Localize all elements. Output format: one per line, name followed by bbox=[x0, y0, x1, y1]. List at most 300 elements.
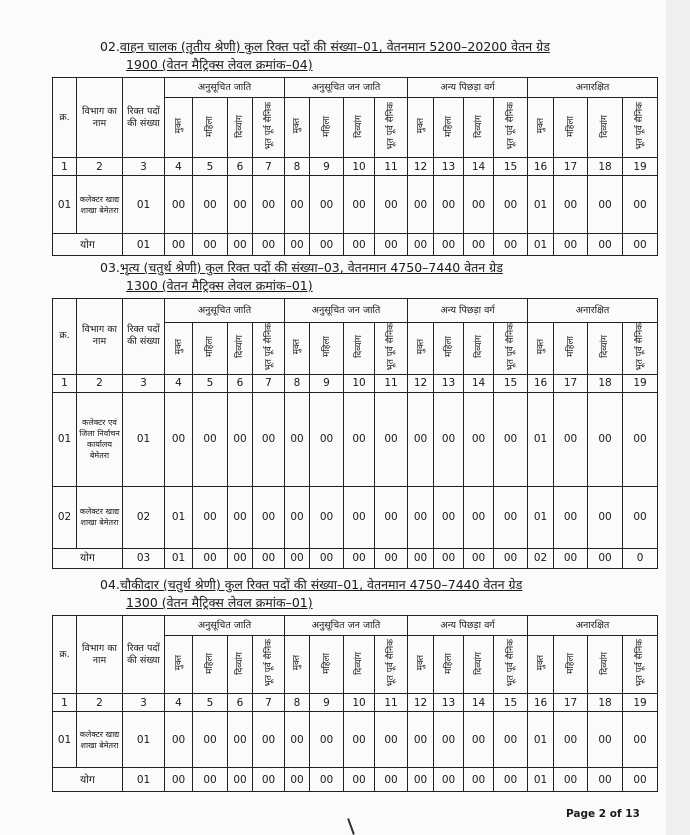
header-sub bbox=[228, 636, 253, 694]
header-sub-label: मुक्त bbox=[292, 655, 303, 671]
row-value: 00 bbox=[285, 176, 310, 234]
total-value: 00 bbox=[310, 548, 344, 568]
header-sub-label: दिव्यांग bbox=[235, 335, 245, 359]
total-value: 00 bbox=[165, 768, 193, 792]
column-number-row bbox=[53, 374, 658, 392]
row-value: 00 bbox=[285, 392, 310, 486]
row-value: 00 bbox=[310, 392, 344, 486]
header-sub bbox=[623, 636, 658, 694]
total-value: 00 bbox=[494, 234, 528, 256]
total-value: 00 bbox=[408, 768, 434, 792]
column-number: 12 bbox=[408, 694, 434, 712]
column-number: 16 bbox=[528, 158, 554, 176]
header-posts: रिक्त पदों की संख्या bbox=[123, 616, 165, 694]
section-title bbox=[100, 576, 658, 594]
header-sub-label: मुक्त bbox=[173, 339, 184, 355]
column-number: 8 bbox=[285, 374, 310, 392]
column-number: 1 bbox=[53, 158, 77, 176]
row-value: 00 bbox=[228, 176, 253, 234]
header-sub-label: मुक्त bbox=[173, 118, 184, 134]
row-dept: कलेक्टर खाद्य शाखा बेमेतरा bbox=[77, 486, 123, 548]
column-number: 16 bbox=[528, 374, 554, 392]
section-number: 02. bbox=[100, 39, 120, 54]
header-sub-label: महिला bbox=[443, 652, 454, 674]
row-value: 00 bbox=[623, 486, 658, 548]
row-value: 00 bbox=[408, 392, 434, 486]
column-number: 13 bbox=[434, 694, 464, 712]
table-row bbox=[53, 392, 658, 486]
section-title-line2: 1300 (वेतन मैट्रिक्स लेवल क्रमांक–01) bbox=[126, 595, 313, 610]
row-value: 00 bbox=[434, 176, 464, 234]
total-value: 00 bbox=[434, 768, 464, 792]
vacancy-table bbox=[52, 298, 658, 569]
row-value: 00 bbox=[310, 176, 344, 234]
total-value: 00 bbox=[623, 234, 658, 256]
total-value: 00 bbox=[285, 768, 310, 792]
column-number-row bbox=[53, 158, 658, 176]
header-sub bbox=[494, 636, 528, 694]
row-value: 00 bbox=[285, 486, 310, 548]
header-sub-label: महिला bbox=[565, 336, 576, 358]
header-sub-label: दिव्यांग bbox=[473, 335, 484, 359]
column-number: 16 bbox=[528, 694, 554, 712]
column-number: 19 bbox=[623, 158, 658, 176]
header-sub bbox=[464, 323, 494, 375]
header-dept: विभाग का नाम bbox=[77, 299, 123, 375]
total-row bbox=[53, 548, 658, 568]
header-sub bbox=[434, 636, 464, 694]
total-value: 00 bbox=[494, 768, 528, 792]
row-value: 01 bbox=[528, 392, 554, 486]
header-sub-label: दिव्यांग bbox=[473, 114, 484, 138]
column-number: 15 bbox=[494, 374, 528, 392]
column-number: 9 bbox=[310, 694, 344, 712]
header-sub-label: महिला bbox=[321, 652, 332, 674]
header-sub bbox=[434, 323, 464, 375]
header-sub bbox=[344, 636, 375, 694]
header-sr: क्र. bbox=[53, 616, 77, 694]
total-value: 00 bbox=[554, 768, 588, 792]
total-value: 00 bbox=[285, 548, 310, 568]
header-sub-label: भूत पूर्व सैनिक bbox=[263, 323, 274, 371]
total-label: योग bbox=[53, 768, 123, 792]
section-title-line2: 1300 (वेतन मैट्रिक्स लेवल क्रमांक–01) bbox=[126, 278, 313, 293]
column-number: 8 bbox=[285, 158, 310, 176]
total-value: 00 bbox=[554, 548, 588, 568]
total-value: 00 bbox=[623, 768, 658, 792]
header-sub-label: भूत पूर्व सैनिक bbox=[386, 102, 397, 150]
total-posts: 01 bbox=[123, 768, 165, 792]
column-number: 3 bbox=[123, 694, 165, 712]
row-posts: 01 bbox=[123, 392, 165, 486]
header-sub-label: मुक्त bbox=[415, 655, 426, 671]
header-sub bbox=[623, 98, 658, 158]
header-sub-label: महिला bbox=[321, 115, 332, 137]
row-value: 00 bbox=[494, 486, 528, 548]
header-dept: विभाग का नाम bbox=[77, 616, 123, 694]
header-group: अनुसूचित जन जाति bbox=[285, 78, 408, 98]
header-sub bbox=[408, 323, 434, 375]
row-value: 00 bbox=[434, 486, 464, 548]
section-title-line1: भृत्य (चतुर्थ श्रेणी) कुल रिक्त पदों की संख्या–03, वेतनमान 4750–7440 वेतन ग्रेड bbox=[119, 260, 503, 275]
header-sub-label: मुक्त bbox=[173, 655, 184, 671]
section-title bbox=[100, 38, 658, 56]
total-value: 00 bbox=[253, 548, 285, 568]
header-sr: क्र. bbox=[53, 299, 77, 375]
row-value: 00 bbox=[588, 712, 623, 768]
header-sub-label: महिला bbox=[205, 336, 215, 358]
total-value: 00 bbox=[554, 234, 588, 256]
total-value: 00 bbox=[375, 234, 408, 256]
column-number-row bbox=[53, 694, 658, 712]
header-sub-label: दिव्यांग bbox=[235, 651, 245, 675]
row-value: 00 bbox=[623, 712, 658, 768]
header-sub bbox=[193, 323, 228, 375]
row-value: 00 bbox=[310, 486, 344, 548]
total-value: 00 bbox=[588, 768, 623, 792]
header-sub bbox=[588, 98, 623, 158]
total-value: 00 bbox=[344, 768, 375, 792]
row-value: 00 bbox=[228, 712, 253, 768]
column-number: 15 bbox=[494, 694, 528, 712]
header-sub-label: महिला bbox=[565, 652, 576, 674]
row-value: 00 bbox=[554, 392, 588, 486]
column-number: 17 bbox=[554, 374, 588, 392]
total-value: 01 bbox=[528, 234, 554, 256]
header-group: अनुसूचित जाति bbox=[165, 78, 285, 98]
header-sub-label: महिला bbox=[565, 115, 576, 137]
column-number: 8 bbox=[285, 694, 310, 712]
row-value: 00 bbox=[344, 392, 375, 486]
section-vehicle-driver bbox=[52, 38, 658, 256]
column-number: 13 bbox=[434, 158, 464, 176]
header-sub-label: भूत पूर्व सैनिक bbox=[263, 102, 274, 150]
row-value: 00 bbox=[375, 392, 408, 486]
header-sub-label: भूत पूर्व सैनिक bbox=[505, 102, 516, 150]
total-value: 00 bbox=[375, 548, 408, 568]
column-number: 7 bbox=[253, 374, 285, 392]
total-value: 00 bbox=[193, 768, 228, 792]
header-sub-label: दिव्यांग bbox=[354, 651, 365, 675]
header-group: अनुसूचित जाति bbox=[165, 616, 285, 636]
header-sub bbox=[408, 636, 434, 694]
column-number: 19 bbox=[623, 374, 658, 392]
header-sub-label: भूत पूर्व सैनिक bbox=[635, 639, 646, 687]
header-posts: रिक्त पदों की संख्या bbox=[123, 78, 165, 158]
column-number: 3 bbox=[123, 374, 165, 392]
column-number: 3 bbox=[123, 158, 165, 176]
column-number: 6 bbox=[228, 694, 253, 712]
header-sub-label: दिव्यांग bbox=[354, 335, 365, 359]
column-number: 17 bbox=[554, 158, 588, 176]
column-number: 18 bbox=[588, 694, 623, 712]
table-row bbox=[53, 712, 658, 768]
row-value: 00 bbox=[434, 392, 464, 486]
header-posts: रिक्त पदों की संख्या bbox=[123, 299, 165, 375]
header-sub bbox=[494, 323, 528, 375]
total-row bbox=[53, 234, 658, 256]
row-value: 00 bbox=[464, 392, 494, 486]
total-value: 01 bbox=[165, 548, 193, 568]
total-value: 00 bbox=[228, 548, 253, 568]
column-number: 4 bbox=[165, 374, 193, 392]
header-sub bbox=[165, 98, 193, 158]
column-number: 13 bbox=[434, 374, 464, 392]
row-value: 00 bbox=[494, 712, 528, 768]
column-number: 1 bbox=[53, 374, 77, 392]
header-group: अनुसूचित जाति bbox=[165, 299, 285, 323]
column-number: 11 bbox=[375, 158, 408, 176]
total-row bbox=[53, 768, 658, 792]
row-value: 00 bbox=[375, 486, 408, 548]
row-value: 00 bbox=[464, 486, 494, 548]
total-value: 00 bbox=[344, 548, 375, 568]
column-number: 9 bbox=[310, 374, 344, 392]
row-posts: 02 bbox=[123, 486, 165, 548]
header-sub-label: मुक्त bbox=[415, 339, 426, 355]
row-value: 00 bbox=[375, 712, 408, 768]
column-number: 10 bbox=[344, 158, 375, 176]
row-value: 00 bbox=[554, 486, 588, 548]
column-number: 12 bbox=[408, 158, 434, 176]
column-number: 19 bbox=[623, 694, 658, 712]
column-number: 18 bbox=[588, 158, 623, 176]
header-group: अन्य पिछड़ा वर्ग bbox=[408, 299, 528, 323]
header-sub bbox=[375, 323, 408, 375]
header-sub bbox=[253, 323, 285, 375]
row-value: 00 bbox=[588, 486, 623, 548]
row-value: 00 bbox=[228, 486, 253, 548]
pen-mark bbox=[347, 818, 355, 835]
row-value: 00 bbox=[193, 712, 228, 768]
total-value: 00 bbox=[464, 548, 494, 568]
column-number: 14 bbox=[464, 374, 494, 392]
header-sub bbox=[464, 98, 494, 158]
header-sub bbox=[464, 636, 494, 694]
header-sub-label: मुक्त bbox=[415, 118, 426, 134]
row-value: 00 bbox=[554, 712, 588, 768]
section-title-line2: 1900 (वेतन मैट्रिक्स लेवल क्रमांक–04) bbox=[126, 57, 313, 72]
header-sub-label: मुक्त bbox=[292, 339, 303, 355]
header-sub bbox=[528, 98, 554, 158]
header-sub bbox=[285, 323, 310, 375]
header-group: अन्य पिछड़ा वर्ग bbox=[408, 616, 528, 636]
row-value: 00 bbox=[464, 176, 494, 234]
header-sub bbox=[310, 98, 344, 158]
header-sub-label: महिला bbox=[205, 115, 215, 137]
section-title-line1: वाहन चालक (तृतीय श्रेणी) कुल रिक्त पदों की संख्या–01, वेतनमान 5200–20200 वेतन ग्रेड bbox=[119, 39, 550, 54]
page-number: Page 2 of 13 bbox=[566, 808, 640, 820]
header-sub-label: महिला bbox=[443, 115, 454, 137]
column-number: 15 bbox=[494, 158, 528, 176]
row-value: 01 bbox=[528, 176, 554, 234]
column-number: 2 bbox=[77, 694, 123, 712]
row-value: 00 bbox=[623, 392, 658, 486]
row-value: 00 bbox=[464, 712, 494, 768]
column-number: 17 bbox=[554, 694, 588, 712]
total-value: 00 bbox=[228, 768, 253, 792]
header-sub bbox=[623, 323, 658, 375]
total-label: योग bbox=[53, 234, 123, 256]
header-sub bbox=[165, 323, 193, 375]
total-value: 02 bbox=[528, 548, 554, 568]
header-sub-label: भूत पूर्व सैनिक bbox=[505, 639, 516, 687]
header-sub-label: महिला bbox=[321, 336, 332, 358]
row-value: 00 bbox=[408, 712, 434, 768]
header-sub bbox=[228, 98, 253, 158]
header-sub-label: दिव्यांग bbox=[473, 651, 484, 675]
total-value: 00 bbox=[228, 234, 253, 256]
header-sub bbox=[528, 636, 554, 694]
row-value: 00 bbox=[193, 486, 228, 548]
header-group: अनारक्षित bbox=[528, 616, 658, 636]
header-sub-label: दिव्यांग bbox=[235, 114, 245, 138]
row-sr: 01 bbox=[53, 176, 77, 234]
total-posts: 01 bbox=[123, 234, 165, 256]
total-value: 00 bbox=[285, 234, 310, 256]
column-number: 6 bbox=[228, 374, 253, 392]
group-header-row bbox=[53, 78, 658, 98]
header-group: अन्य पिछड़ा वर्ग bbox=[408, 78, 528, 98]
vacancy-table bbox=[52, 615, 658, 792]
header-sub bbox=[165, 636, 193, 694]
total-value: 00 bbox=[344, 234, 375, 256]
header-sub-label: भूत पूर्व सैनिक bbox=[386, 639, 397, 687]
total-value: 00 bbox=[310, 768, 344, 792]
row-value: 00 bbox=[434, 712, 464, 768]
row-dept: कलेक्टर खाद्य शाखा बेमेतरा bbox=[77, 176, 123, 234]
header-sub bbox=[253, 636, 285, 694]
total-value: 00 bbox=[375, 768, 408, 792]
header-group: अनारक्षित bbox=[528, 78, 658, 98]
header-sub-label: भूत पूर्व सैनिक bbox=[263, 639, 274, 687]
section-peon bbox=[52, 259, 658, 569]
column-number: 4 bbox=[165, 694, 193, 712]
row-value: 00 bbox=[253, 712, 285, 768]
header-sub bbox=[375, 98, 408, 158]
total-value: 00 bbox=[464, 234, 494, 256]
total-value: 00 bbox=[310, 234, 344, 256]
header-sub bbox=[344, 323, 375, 375]
header-sub bbox=[193, 98, 228, 158]
header-sub bbox=[253, 98, 285, 158]
header-sub-label: भूत पूर्व सैनिक bbox=[635, 323, 646, 371]
row-value: 01 bbox=[528, 712, 554, 768]
row-value: 00 bbox=[193, 176, 228, 234]
row-value: 00 bbox=[375, 176, 408, 234]
column-number: 18 bbox=[588, 374, 623, 392]
row-value: 00 bbox=[494, 392, 528, 486]
header-sub-label: भूत पूर्व सैनिक bbox=[505, 323, 516, 371]
column-number: 9 bbox=[310, 158, 344, 176]
header-group: अनुसूचित जन जाति bbox=[285, 616, 408, 636]
row-value: 00 bbox=[165, 392, 193, 486]
row-value: 00 bbox=[193, 392, 228, 486]
row-value: 00 bbox=[253, 176, 285, 234]
header-sub-label: महिला bbox=[205, 652, 215, 674]
row-value: 00 bbox=[344, 486, 375, 548]
header-sub bbox=[528, 323, 554, 375]
row-posts: 01 bbox=[123, 176, 165, 234]
total-value: 00 bbox=[464, 768, 494, 792]
header-sub-label: दिव्यांग bbox=[354, 114, 365, 138]
total-value: 00 bbox=[434, 548, 464, 568]
row-posts: 01 bbox=[123, 712, 165, 768]
row-value: 00 bbox=[253, 392, 285, 486]
header-sub bbox=[588, 323, 623, 375]
row-value: 00 bbox=[228, 392, 253, 486]
header-sub bbox=[285, 98, 310, 158]
column-number: 4 bbox=[165, 158, 193, 176]
header-sub-label: भूत पूर्व सैनिक bbox=[635, 102, 646, 150]
row-value: 00 bbox=[494, 176, 528, 234]
header-sub-label: मुक्त bbox=[292, 118, 303, 134]
row-value: 00 bbox=[165, 712, 193, 768]
total-value: 01 bbox=[528, 768, 554, 792]
total-value: 0 bbox=[623, 548, 658, 568]
total-value: 00 bbox=[193, 548, 228, 568]
column-number: 10 bbox=[344, 374, 375, 392]
header-sub-label: मुक्त bbox=[535, 118, 546, 134]
column-number: 14 bbox=[464, 694, 494, 712]
group-header-row bbox=[53, 616, 658, 636]
row-dept: कलेक्टर एवं जिला निर्वाचन कार्यालय बेमेतरा bbox=[77, 392, 123, 486]
header-sub-label: दिव्यांग bbox=[600, 651, 611, 675]
header-sub bbox=[375, 636, 408, 694]
row-value: 01 bbox=[528, 486, 554, 548]
column-number: 5 bbox=[193, 694, 228, 712]
row-value: 00 bbox=[408, 486, 434, 548]
header-sub bbox=[310, 636, 344, 694]
row-value: 00 bbox=[310, 712, 344, 768]
total-value: 00 bbox=[253, 768, 285, 792]
header-sub-label: मुक्त bbox=[535, 339, 546, 355]
total-value: 00 bbox=[588, 234, 623, 256]
column-number: 7 bbox=[253, 694, 285, 712]
header-sub bbox=[228, 323, 253, 375]
header-sub bbox=[193, 636, 228, 694]
header-sr: क्र. bbox=[53, 78, 77, 158]
row-value: 00 bbox=[165, 176, 193, 234]
row-value: 00 bbox=[588, 176, 623, 234]
column-number: 7 bbox=[253, 158, 285, 176]
row-sr: 01 bbox=[53, 712, 77, 768]
row-value: 00 bbox=[623, 176, 658, 234]
total-value: 00 bbox=[494, 548, 528, 568]
header-sub-label: महिला bbox=[443, 336, 454, 358]
total-posts: 03 bbox=[123, 548, 165, 568]
header-sub bbox=[408, 98, 434, 158]
column-number: 11 bbox=[375, 374, 408, 392]
column-number: 2 bbox=[77, 374, 123, 392]
header-group: अनुसूचित जन जाति bbox=[285, 299, 408, 323]
table-row bbox=[53, 176, 658, 234]
column-number: 11 bbox=[375, 694, 408, 712]
column-number: 5 bbox=[193, 158, 228, 176]
total-value: 00 bbox=[588, 548, 623, 568]
row-sr: 01 bbox=[53, 392, 77, 486]
header-sub-label: दिव्यांग bbox=[600, 335, 611, 359]
group-header-row bbox=[53, 299, 658, 323]
header-sub bbox=[554, 323, 588, 375]
header-sub bbox=[554, 98, 588, 158]
row-value: 00 bbox=[408, 176, 434, 234]
column-number: 2 bbox=[77, 158, 123, 176]
row-dept: कलेक्टर खाद्य शाखा बेमेतरा bbox=[77, 712, 123, 768]
row-value: 00 bbox=[253, 486, 285, 548]
header-sub bbox=[285, 636, 310, 694]
header-sub-label: मुक्त bbox=[535, 655, 546, 671]
